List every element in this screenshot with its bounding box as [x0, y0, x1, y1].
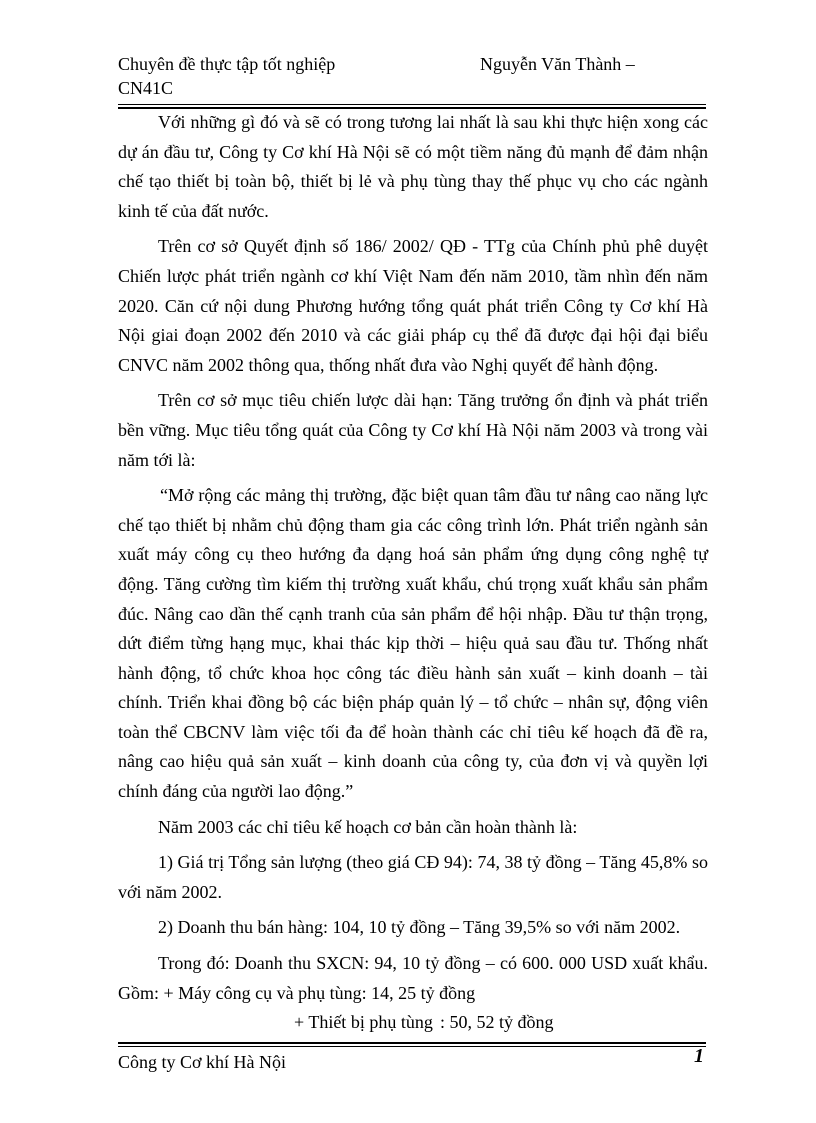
page-header [118, 52, 708, 100]
paragraph-1: Với những gì đó và sẽ có trong tương lai nhất là sau khi thực hiện xong các dự án đầu tư, Công ty Cơ khí Hà Nội sẽ có một tiềm năng đủ mạnh để đảm nhận chế tạo thiết bị toàn bộ, thiết bị lẻ và phụ tùng thay thế phục vụ cho các ngành kinh tế của đất nước. [118, 112, 708, 221]
page-number: 1 [694, 1045, 704, 1067]
paragraph-3: Trên cơ sở mục tiêu chiến lược dài hạn: Tăng trưởng ổn định và phát triển bền vững. Mục tiêu tổng quát của Công ty Cơ khí Hà Nội năm 2003 và trong vài năm tới là: [118, 390, 708, 470]
header-title: Chuyên đề thực tập tốt nghiệp [118, 54, 336, 74]
footer-rule-thick [118, 1042, 706, 1044]
header-rule [118, 104, 706, 105]
footer-company: Công ty Cơ khí Hà Nội [118, 1052, 287, 1072]
header-class-code: CN41C [118, 78, 174, 98]
page-footer [118, 1045, 708, 1074]
quote-paragraph: “Mở rộng các mảng thị trường, đặc biệt quan tâm đầu tư nâng cao năng lực chế tạo thiết bị nhằm chủ động tham gia các công trình lớn. Phát triển ngành sản xuất máy công cụ theo hướng đa dạng hoá sản phẩm ứng dụng công nghệ tự động. Tăng cường tìm kiếm thị trường xuất khẩu, chú trọng xuất khẩu sản phẩm đúc. Nâng cao dần thế cạnh tranh của sản phẩm để hội nhập. Đầu tư thận trọng, dứt điểm từng hạng mục, khai thác kịp thời – hiệu quả sau đầu tư. Thống nhất hành động, tổ chức khoa học công tác điều hành sản xuất – kinh doanh – tài chính. Triển khai đồng bộ các biện pháp quản lý – tổ chức – nhân sự, động viên toàn thể CBCNV làm việc tối đa để hoàn thành các chỉ tiêu kế hoạch đã đề ra, nâng cao hiệu quả sản xuất – kinh doanh của công ty, của đơn vị và quyền lợi chính đáng của người lao động.” [118, 485, 708, 802]
footer-rule [118, 1046, 706, 1047]
revenue-breakdown: Trong đó: Doanh thu SXCN: 94, 10 tỷ đồng – có 600. 000 USD xuất khẩu. Gồm: + Máy công cụ và phụ tùng: 14, 25 tỷ đồng [118, 953, 708, 1003]
equipment-value: : 50, 52 tỷ đồng [440, 1012, 554, 1033]
paragraph-2: Trên cơ sở Quyết định số 186/ 2002/ QĐ - TTg của Chính phủ phê duyệt Chiến lược phát triển ngành cơ khí Việt Nam đến năm 2010, tầm nhìn đến năm 2020. Căn cứ nội dung Phương hướng tổng quát phát triển Công ty Cơ khí Hà Nội giai đoạn 2002 đến 2010 và các giải pháp cụ thể đã được đại hội đại biểu CNVC năm 2002 thông qua, thống nhất đưa vào Nghị quyết để hành động. [118, 236, 708, 375]
target-item-2: 2) Doanh thu bán hàng: 104, 10 tỷ đồng – Tăng 39,5% so với năm 2002. [158, 917, 681, 938]
header-author: Nguyễn Văn Thành – [480, 54, 635, 74]
equipment-label: + Thiết bị phụ tùng [294, 1012, 433, 1033]
document-body [118, 108, 708, 1038]
paragraph-5: Năm 2003 các chỉ tiêu kế hoạch cơ bản cần hoàn thành là: [158, 816, 578, 837]
target-item-1: 1) Giá trị Tổng sản lượng (theo giá CĐ 94): 74, 38 tỷ đồng – Tăng 45,8% so với năm 2002. [118, 852, 708, 902]
revenue-breakdown-line2 [118, 1008, 708, 1038]
